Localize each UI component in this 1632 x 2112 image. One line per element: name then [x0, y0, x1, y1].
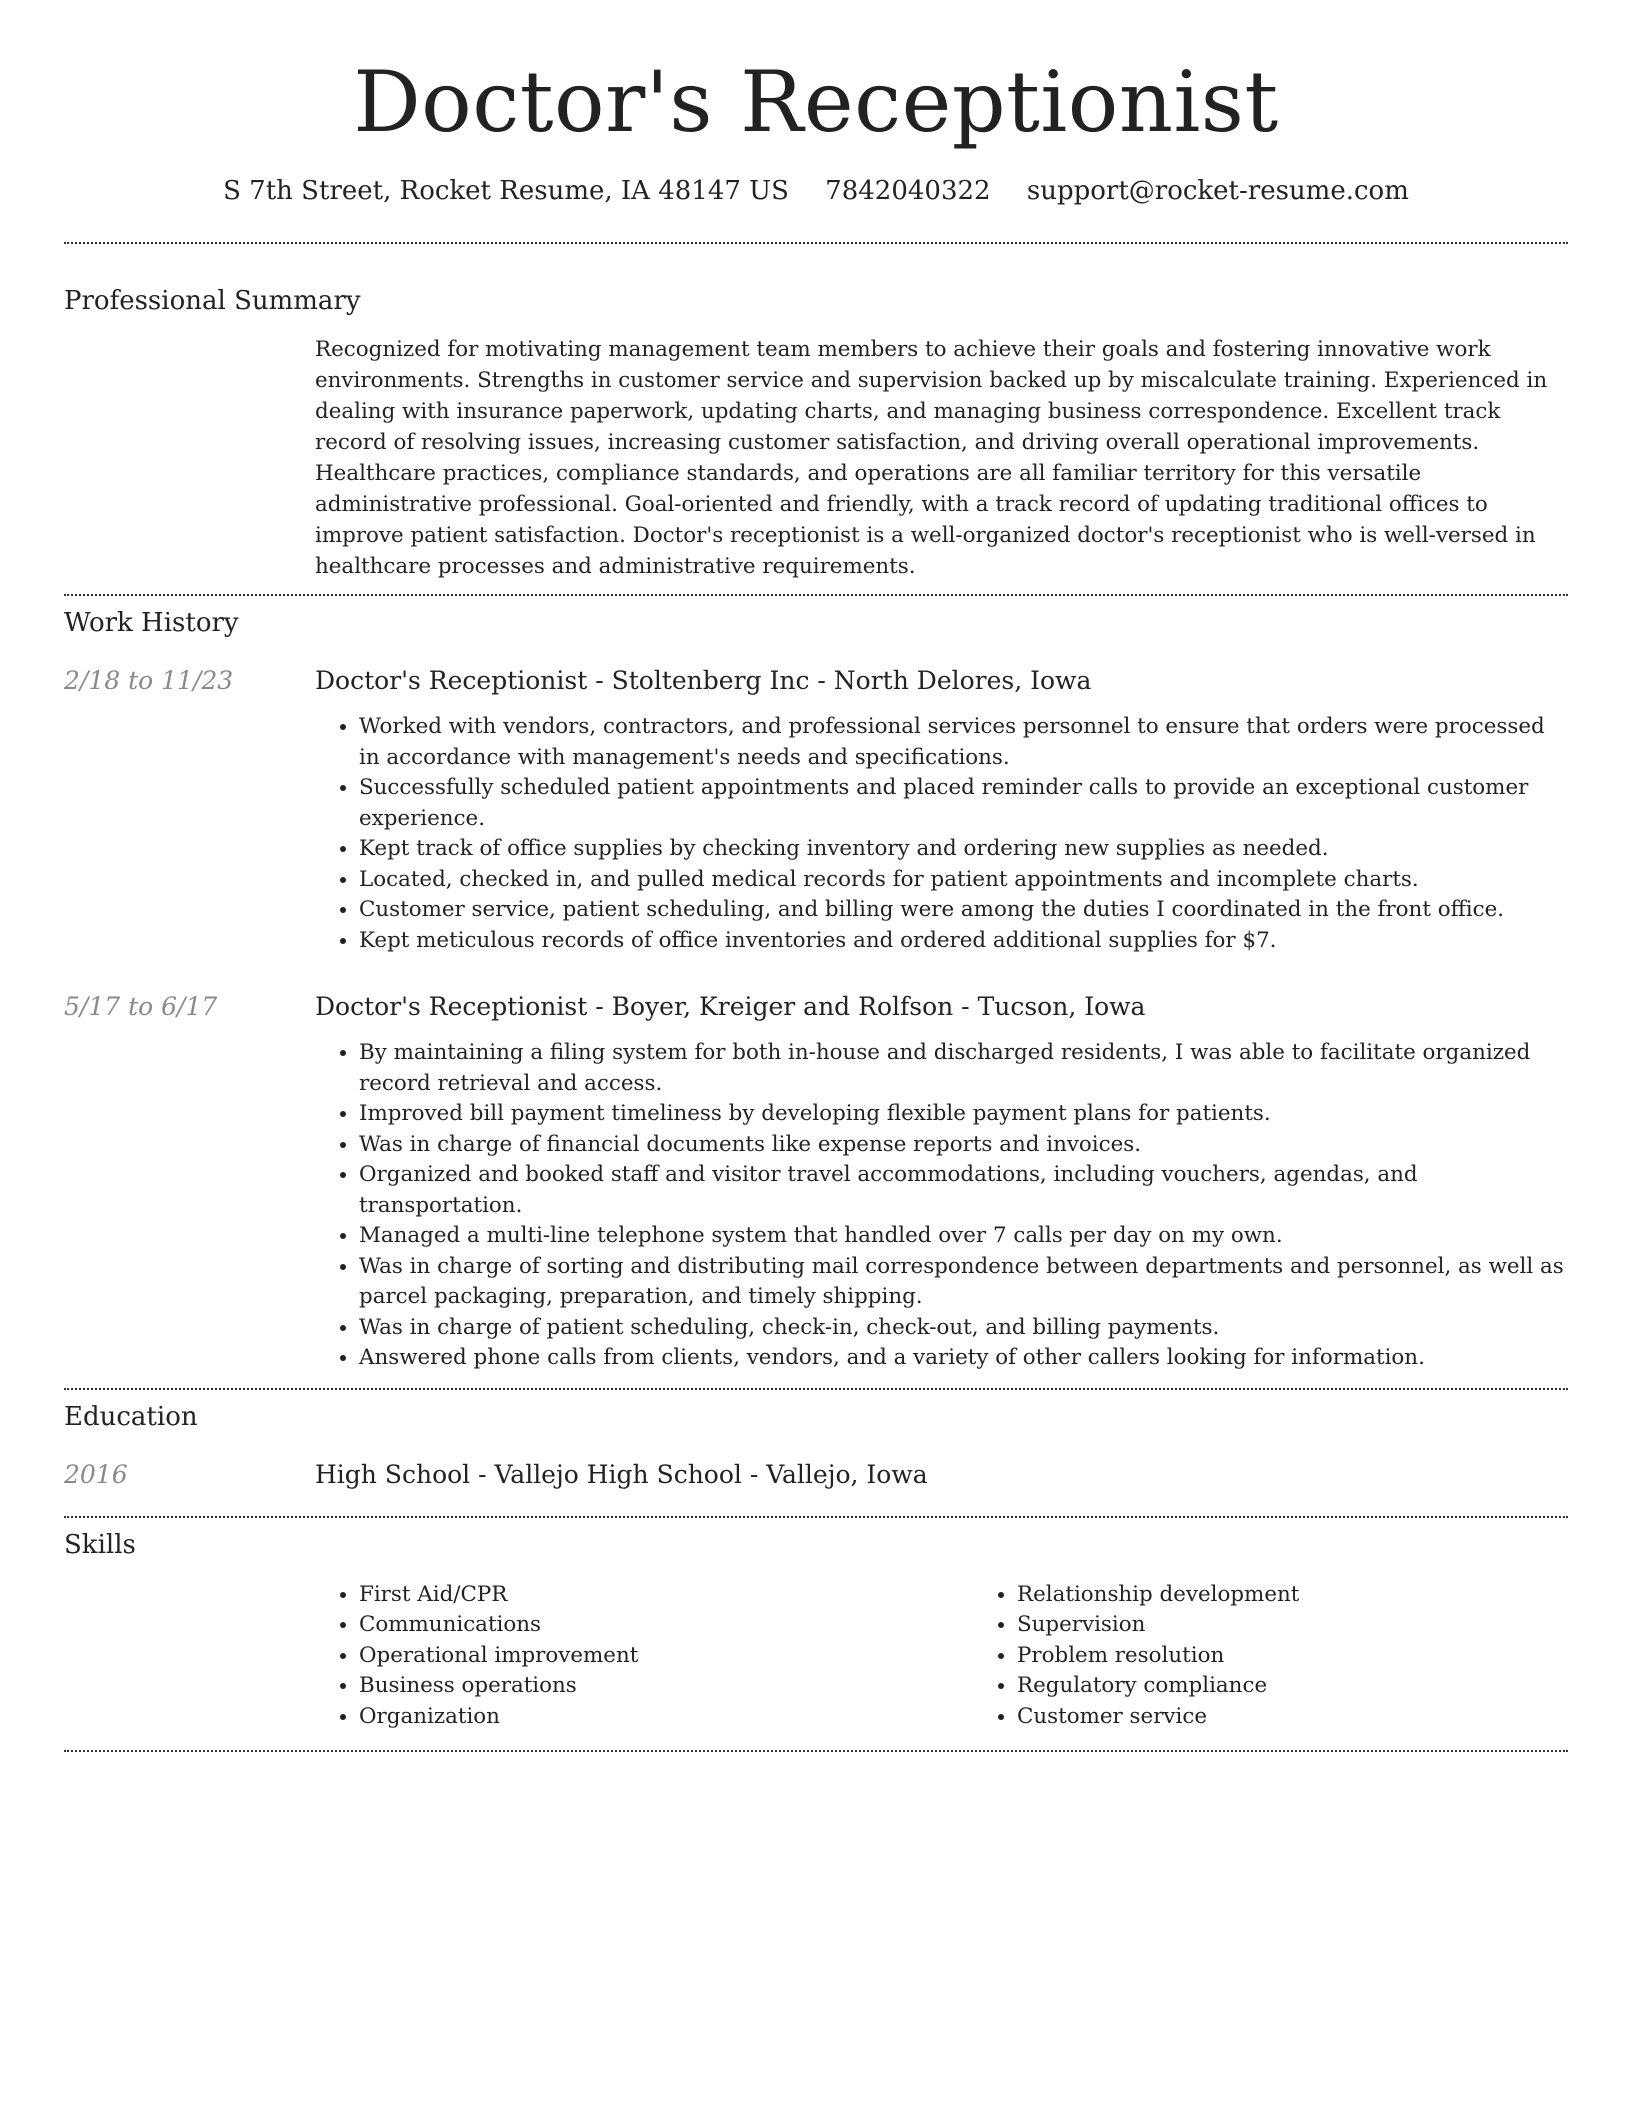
skill-item: • Relationship development — [1017, 1580, 1631, 1611]
education-degree: High School — [315, 1459, 471, 1489]
summary-row — [64, 334, 1568, 582]
job-role: Doctor's Receptionist — [315, 666, 588, 695]
skill-item: • Organization — [359, 1702, 973, 1733]
job-duties — [315, 1038, 1568, 1374]
job-duties — [315, 712, 1568, 956]
divider — [64, 1750, 1568, 1752]
list-item: • Improved bill payment timeliness by developing flexible payment plans for patients. — [359, 1099, 1568, 1130]
skill-item: • First Aid/CPR — [359, 1580, 973, 1611]
summary-text: Recognized for motivating management team members to achieve their goals and fostering innovative work environments. Strengths in customer service and supervision backed up by miscalculate training. Experienced in dealing with insurance paperwork, updating charts, and managing business correspondence. Excellent track record of resolving issues, increasing customer satisfaction, and driving overall operational improvements. Healthcare practices, compliance standards, and operations are all familiar territory for this versatile administrative professional. Goal-oriented and friendly, with a track record of updating traditional offices to improve patient satisfaction. Doctor's receptionist is a well-organized doctor's receptionist who is well-versed in healthcare processes and administrative requirements. — [315, 337, 1548, 579]
section-title-skills: Skills — [64, 1529, 136, 1560]
job-role: Doctor's Receptionist — [315, 992, 588, 1021]
section-title-education: Education — [64, 1401, 198, 1432]
list-item: • Successfully scheduled patient appointments and placed reminder calls to provide an exceptional customer experience. — [359, 773, 1568, 834]
skill-item: • Operational improvement — [359, 1641, 973, 1672]
divider — [64, 1516, 1568, 1518]
skill-item: • Problem resolution — [1017, 1641, 1631, 1672]
skills-row — [64, 1580, 1568, 1733]
contact-line — [64, 174, 1568, 208]
list-item: • Worked with vendors, contractors, and professional services personnel to ensure that orders were processed in accordance with management's needs and specifications. — [359, 712, 1568, 773]
skill-item: • Supervision — [1017, 1610, 1631, 1641]
section-title-summary: Professional Summary — [64, 286, 361, 316]
list-item: • Was in charge of patient scheduling, check-in, check-out, and billing payments. — [359, 1313, 1568, 1344]
job-entry — [64, 664, 1568, 956]
education-school: - Vallejo High School - Vallejo, Iowa — [470, 1459, 928, 1489]
education-heading — [315, 1458, 1568, 1492]
divider — [64, 242, 1568, 244]
resume-name: Doctor's Receptionist — [353, 53, 1279, 151]
skill-item: • Regulatory compliance — [1017, 1671, 1631, 1702]
section-title-work-history: Work History — [64, 608, 239, 638]
list-item: • Answered phone calls from clients, vendors, and a variety of other callers looking for information. — [359, 1343, 1568, 1374]
skills-list-left — [315, 1580, 973, 1733]
divider — [64, 1388, 1568, 1390]
skill-item: • Customer service — [1017, 1702, 1631, 1733]
divider — [64, 594, 1568, 596]
job-heading — [315, 990, 1568, 1024]
job-dates: 2/18 to 11/23 — [64, 666, 234, 695]
list-item: • Kept meticulous records of office inventories and ordered additional supplies for $7. — [359, 926, 1568, 957]
job-entry — [64, 990, 1568, 1374]
job-dates: 5/17 to 6/17 — [64, 992, 218, 1021]
contact-phone: 7842040322 — [825, 176, 991, 206]
job-heading — [315, 664, 1568, 698]
list-item: • Managed a multi-line telephone system that handled over 7 calls per day on my own. — [359, 1221, 1568, 1252]
list-item: • By maintaining a filing system for both in-house and discharged residents, I was able to facilitate organized record retrieval and access. — [359, 1038, 1568, 1099]
contact-address: S 7th Street, Rocket Resume, IA 48147 US — [223, 176, 789, 206]
job-employer: - Boyer, Kreiger and Rolfson - Tucson, Iowa — [587, 992, 1146, 1021]
list-item: • Was in charge of financial documents like expense reports and invoices. — [359, 1130, 1568, 1161]
list-item: • Customer service, patient scheduling, and billing were among the duties I coordinated in the front office. — [359, 895, 1568, 926]
job-employer: - Stoltenberg Inc - North Delores, Iowa — [587, 666, 1092, 695]
contact-email: support@rocket-resume.com — [1026, 176, 1409, 206]
list-item: • Was in charge of sorting and distributing mail correspondence between departments and personnel, as well as parcel packaging, preparation, and timely shipping. — [359, 1252, 1568, 1313]
skill-item: • Communications — [359, 1610, 973, 1641]
education-year: 2016 — [64, 1459, 128, 1489]
list-item: • Located, checked in, and pulled medical records for patient appointments and incomplete charts. — [359, 865, 1568, 896]
skills-list-right — [973, 1580, 1631, 1733]
education-entry — [64, 1458, 1568, 1492]
resume-page — [64, 0, 1568, 1752]
list-item: • Organized and booked staff and visitor travel accommodations, including vouchers, agendas, and transportation. — [359, 1160, 1568, 1221]
list-item: • Kept track of office supplies by checking inventory and ordering new supplies as needed. — [359, 834, 1568, 865]
skill-item: • Business operations — [359, 1671, 973, 1702]
